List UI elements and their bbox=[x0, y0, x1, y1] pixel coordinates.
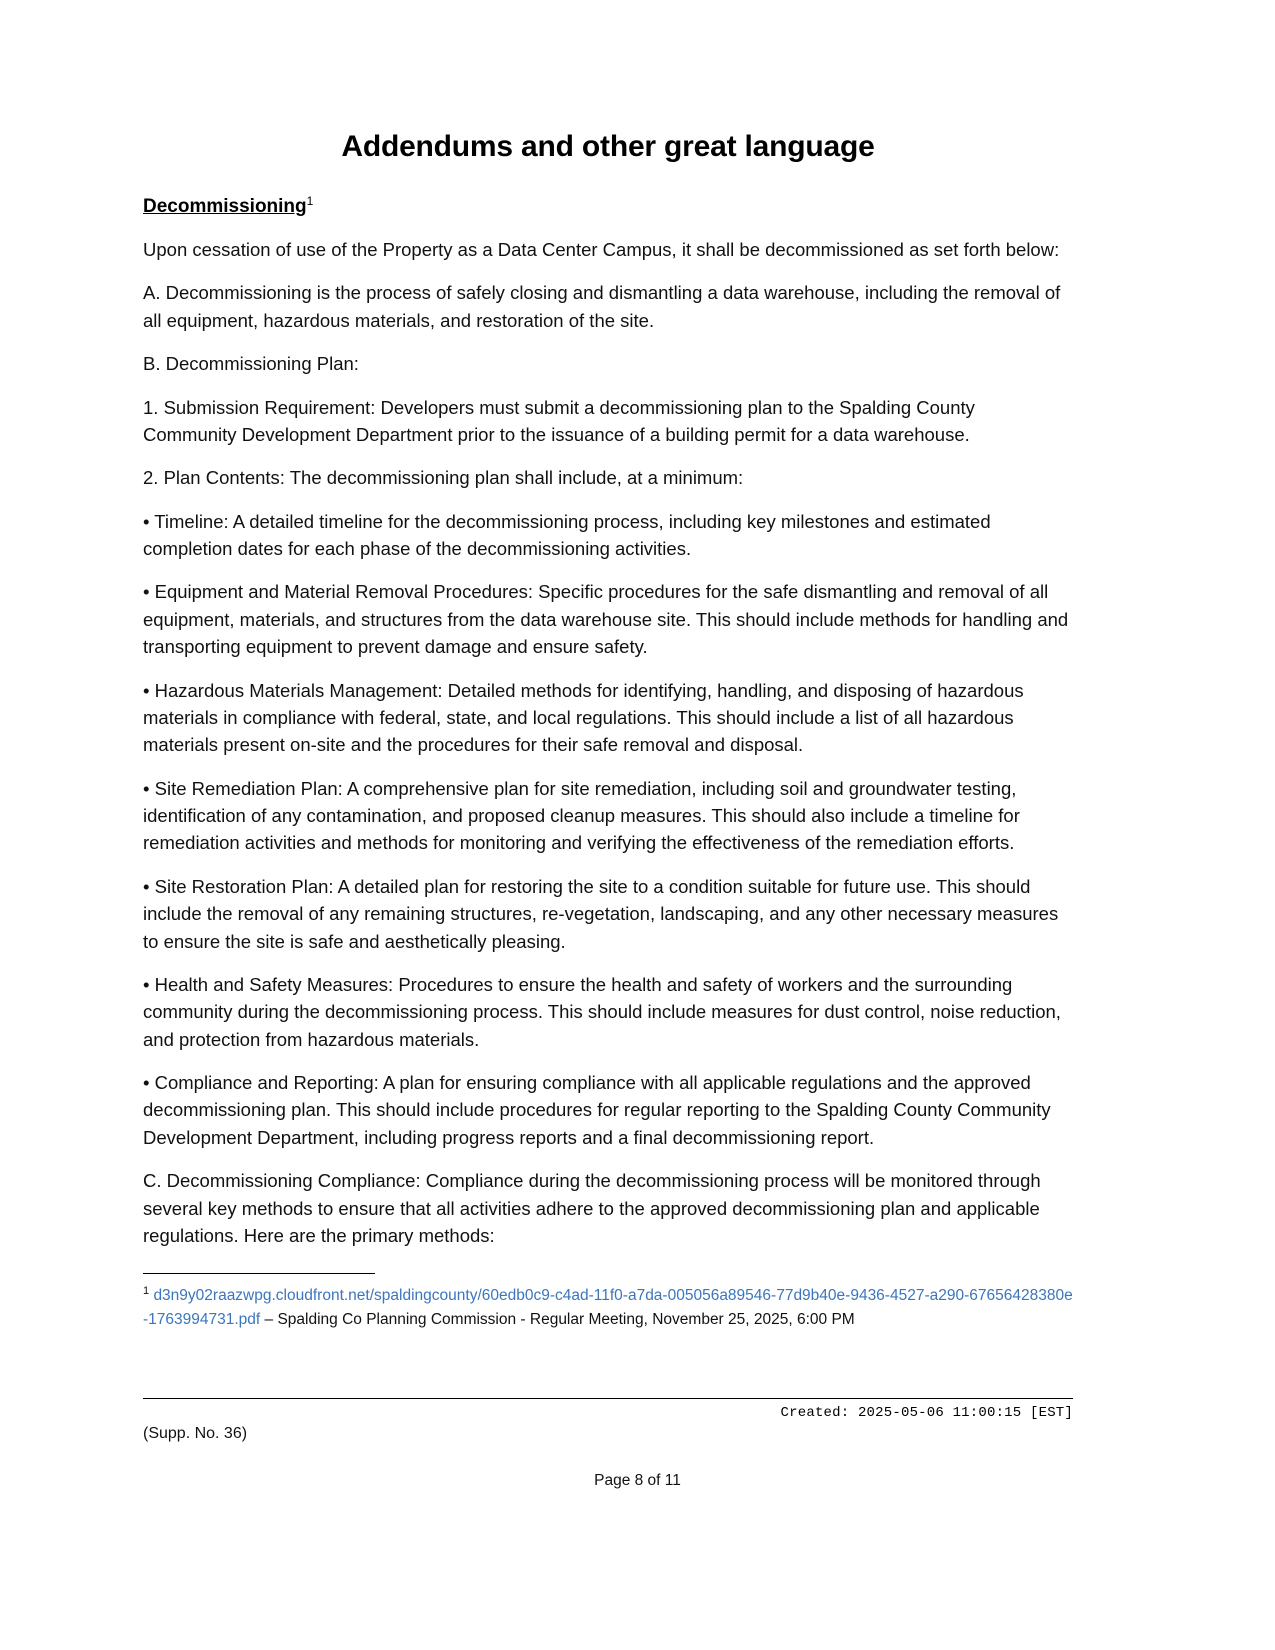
paragraph: 1. Submission Requirement: Developers must submit a decommissioning plan to the Spalding County Community Development Department prior to the issuance of a building permit for a data warehouse. bbox=[143, 396, 975, 445]
paragraph: A. Decommissioning is the process of safely closing and dismantling a data warehouse, including the removal of all equipment, hazardous materials, and restoration of the site. bbox=[143, 282, 1061, 331]
paragraph: • Hazardous Materials Management: Detailed methods for identifying, handling, and disposing of hazardous materials in compliance with federal, state, and local regulations. This should include a list of all hazardous materials present on-site and the procedures for their safe removal and disposal. bbox=[143, 679, 1024, 756]
paragraph: • Site Restoration Plan: A detailed plan for restoring the site to a condition suitable for future use. This should include the removal of any remaining structures, re-vegetation, landscaping, and any other necessary measures to ensure the site is safe and aesthetically pleasing. bbox=[143, 875, 1059, 952]
paragraph: • Site Remediation Plan: A comprehensive plan for site remediation, including soil and groundwater testing, identification of any contamination, and proposed cleanup measures. This should also include a timeline for remediation activities and methods for monitoring and verifying the effectiveness of the remediation efforts. bbox=[143, 777, 1020, 854]
page-number: Page 8 of 11 bbox=[594, 1472, 681, 1489]
paragraph: • Timeline: A detailed timeline for the decommissioning process, including key milestones and estimated completion dates for each phase of the decommissioning activities. bbox=[143, 510, 991, 559]
footnote-source-link[interactable]: d3n9y02raazwpg.cloudfront.net/spaldingcounty/60edb0c9-c4ad-11f0-a7da-005056a89546-77d9b40e-9436-4527-a290-67656428380e-1763994731.pdf bbox=[143, 1287, 1073, 1328]
paragraph: • Compliance and Reporting: A plan for ensuring compliance with all applicable regulations and the approved decommissioning plan. This should include procedures for regular reporting to the Spalding County Community Development Department, including progress reports and a final decommissioning report. bbox=[143, 1072, 1051, 1148]
paragraph: 2. Plan Contents: The decommissioning plan shall include, at a minimum: bbox=[143, 467, 744, 489]
section-heading-label: Decommissioning bbox=[143, 196, 307, 217]
paragraph: C. Decommissioning Compliance: Compliance during the decommissioning process will be monitored through several key methods to ensure that all activities adhere to the approved decommissioning plan and applicable regulations. Here are the primary methods: bbox=[143, 1170, 1041, 1246]
footnote-number: 1 bbox=[143, 1285, 150, 1298]
page-title: Addendums and other great language bbox=[341, 130, 875, 163]
footnote-separator bbox=[143, 1273, 375, 1274]
section-heading-decommissioning: Decommissioning$^1$ bbox=[143, 193, 314, 217]
document-body bbox=[143, 130, 1073, 1331]
paragraph: • Health and Safety Measures: Procedures to ensure the health and safety of workers and the surrounding community during the decommissioning process. This should include measures for dust control, noise reduction, and protection from hazardous materials. bbox=[143, 973, 1061, 1050]
footer-separator bbox=[143, 1398, 1073, 1399]
paragraph: Upon cessation of use of the Property as a Data Center Campus, it shall be decommissioned as set forth below: bbox=[143, 239, 1060, 260]
footnote-text bbox=[143, 1284, 1073, 1331]
paragraph: B. Decommissioning Plan: bbox=[143, 353, 359, 375]
page-footer bbox=[143, 1398, 1073, 1443]
paragraph: • Equipment and Material Removal Procedures: Specific procedures for the safe dismantling and removal of all equipment, materials, and structures from the data warehouse site. This should include methods for handling and transporting equipment to prevent damage and ensure safety. bbox=[143, 581, 1069, 658]
created-timestamp: Created: 2025-05-06 11:00:15 [EST] bbox=[780, 1405, 1073, 1421]
footnote-citation: – Spalding Co Planning Commission - Regular Meeting, November 25, 2025, 6:00 PM bbox=[260, 1310, 855, 1328]
supplement-label: (Supp. No. 36) bbox=[143, 1425, 248, 1442]
